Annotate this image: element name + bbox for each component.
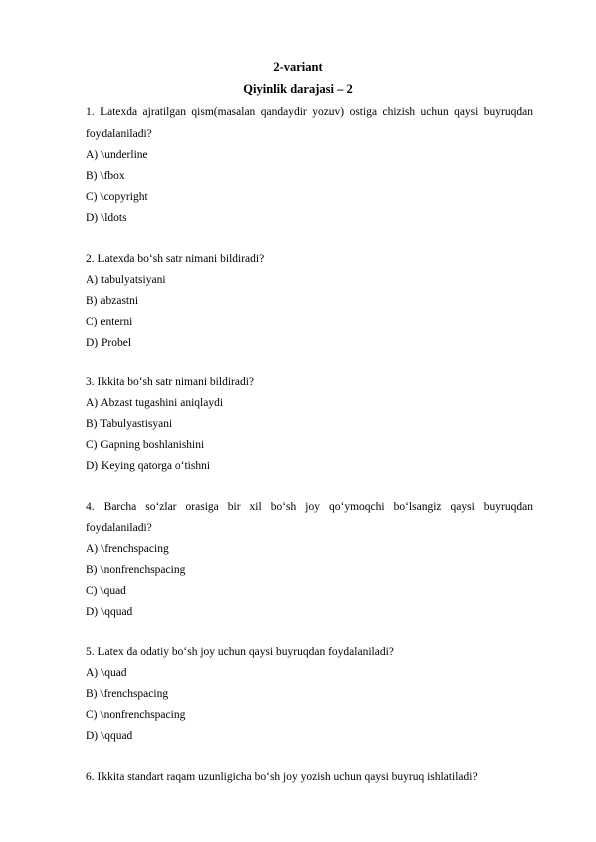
question-text: 1. Latexda ajratilgan qism(masalan qandaydir yozuv) ostiga chizish uchun qaysi buyruqdan — [86, 106, 533, 118]
answer-option: A) \underline — [86, 149, 148, 161]
answer-option: B) \fbox — [86, 170, 125, 182]
answer-option: A) \frenchspacing — [86, 543, 169, 555]
answer-option: B) \nonfrenchspacing — [86, 564, 186, 576]
answer-option: D) \ldots — [86, 212, 127, 224]
document-title: 2-variant — [273, 60, 323, 74]
answer-option: A) Abzast tugashini aniqlaydi — [86, 397, 224, 409]
answer-option: B) abzastni — [86, 295, 139, 307]
answer-option: B) Tabulyastisyani — [86, 418, 173, 430]
document-subtitle: Qiyinlik darajasi – 2 — [243, 82, 353, 96]
answer-option: D) \qquad — [86, 606, 133, 618]
question-text: 5. Latex da odatiy bo‘sh joy uchun qaysi buyruqdan foydalaniladi? — [86, 646, 394, 658]
question-text: 3. Ikkita bo‘sh satr nimani bildiradi? — [86, 376, 254, 388]
answer-option: C) \nonfrenchspacing — [86, 709, 186, 721]
answer-option: A) tabulyatsiyani — [86, 274, 166, 286]
answer-option: B) \frenchspacing — [86, 688, 169, 700]
answer-option: D) \qquad — [86, 730, 133, 742]
question-text-continued: foydalaniladi? — [86, 128, 152, 140]
question-text: 4. Barcha so‘zlar orasiga bir xil bo‘sh joy qo‘ymoqchi bo‘lsangiz qaysi buyruqdan — [86, 501, 533, 513]
answer-option: A) \quad — [86, 667, 127, 679]
question-text-continued: foydalaniladi? — [86, 522, 152, 534]
question-text: 2. Latexda bo‘sh satr nimani bildiradi? — [86, 253, 265, 265]
answer-option: C) enterni — [86, 316, 133, 328]
answer-option: C) \quad — [86, 585, 126, 597]
answer-option: D) Keying qatorga o‘tishni — [86, 460, 211, 472]
answer-option: D) Probel — [86, 337, 132, 349]
answer-option: C) \copyright — [86, 191, 148, 203]
answer-option: C) Gapning boshlanishini — [86, 439, 205, 451]
question-text: 6. Ikkita standart raqam uzunligicha bo‘sh joy yozish uchun qaysi buyruq ishlatiladi? — [86, 771, 478, 783]
